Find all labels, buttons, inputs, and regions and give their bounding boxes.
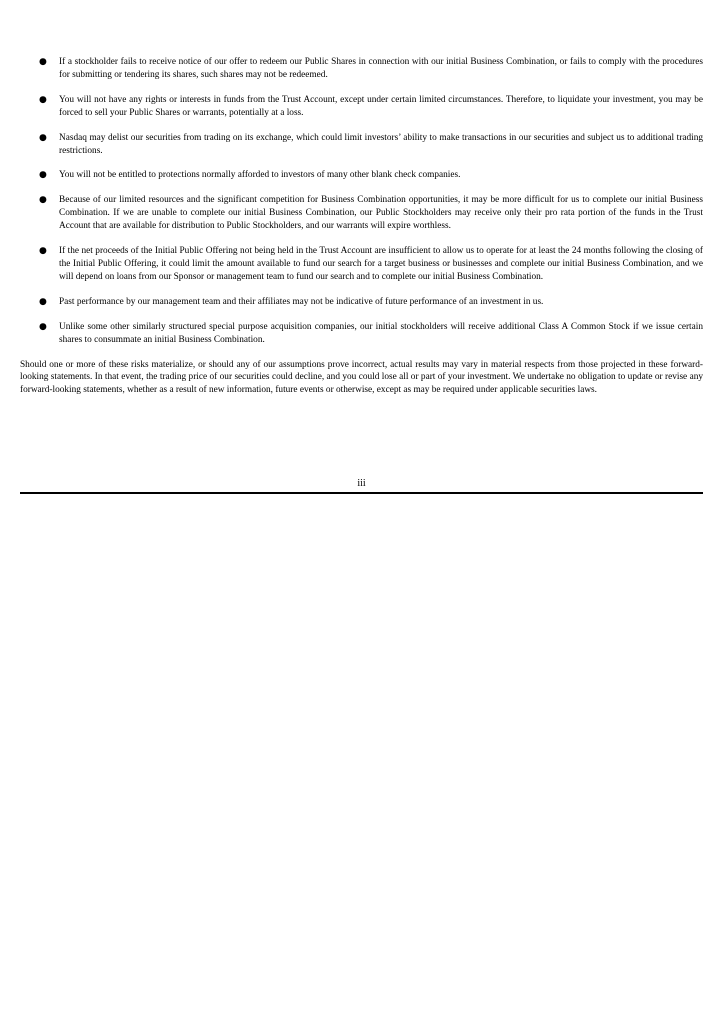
list-item-text: Unlike some other similarly structured special purpose acquisition companies, our initial stockholders will receive additional Class A Common Stock if we issue certain shares to consummate an initial Business Combination. [59, 321, 703, 345]
list-item-text: You will not be entitled to protections normally afforded to investors of many other blank check companies. [59, 170, 461, 181]
list-item [20, 132, 703, 158]
list-item-text: Because of our limited resources and the significant competition for Business Combination opportunities, it may be more difficult for us to complete our initial Business Combination. If we are unable to complete our initial Business Combination, our Public Stockholders may receive only their pro rata portion of the funds in the Trust Account that are available for distribution to Public Stockholders, and our warrants will expire worthless. [59, 195, 703, 232]
list-item [20, 169, 703, 182]
bullet-icon: ● [39, 296, 47, 307]
list-item-text: If a stockholder fails to receive notice of our offer to redeem our Public Shares in connection with our initial Business Combination, or fails to comply with the procedures for submitting or tendering its shares, such shares may not be redeemed. [59, 57, 703, 80]
bullet-icon: ● [39, 132, 47, 143]
page-number: iii [357, 478, 366, 489]
bullet-icon: ● [39, 246, 47, 257]
list-item [20, 94, 703, 120]
list-item-text: You will not have any rights or interests in funds from the Trust Account, except under certain limited circumstances. Therefore, to liquidate your investment, you may be forced to sell your Public Shares or warrants, potentially at a loss. [59, 94, 703, 118]
bullet-icon: ● [39, 170, 47, 181]
closing-paragraph: Should one or more of these risks materialize, or should any of our assumptions prove incorrect, actual results may vary in material respects from those projected in these forward-looking statements. In that event, the trading price of our securities could decline, and you could lose all or part of your investment. We undertake no obligation to update or revise any forward-looking statements, whether as a result of new information, future events or otherwise, except as may be required under applicable securities laws. [20, 359, 703, 396]
list-item-text: If the net proceeds of the Initial Public Offering not being held in the Trust Account are insufficient to allow us to operate for at least the 24 months following the closing of the Initial Public Offering, it could limit the amount available to fund our search for a target business or businesses and complete our initial Business Combination, and we will depend on loans from our Sponsor or management team to fund our search and to complete our initial Business Combination. [59, 246, 703, 282]
page-footer [20, 478, 703, 494]
list-item [20, 321, 703, 347]
bullet-icon: ● [39, 57, 47, 67]
list-item-text: Past performance by our management team and their affiliates may not be indicative of future performance of an investment in us. [59, 296, 544, 307]
list-item [20, 56, 703, 82]
list-item [20, 296, 703, 309]
bullet-icon: ● [39, 195, 47, 206]
list-item [20, 194, 703, 233]
list-item-text: Nasdaq may delist our securities from trading on its exchange, which could limit investors’ ability to make transactions in our securities and subject us to additional trading restrictions. [59, 132, 703, 156]
footer-divider [20, 492, 703, 494]
document-page [20, 56, 703, 397]
risk-factor-list [20, 56, 703, 347]
bullet-icon: ● [39, 94, 47, 105]
list-item [20, 245, 703, 284]
bullet-icon: ● [39, 321, 47, 332]
